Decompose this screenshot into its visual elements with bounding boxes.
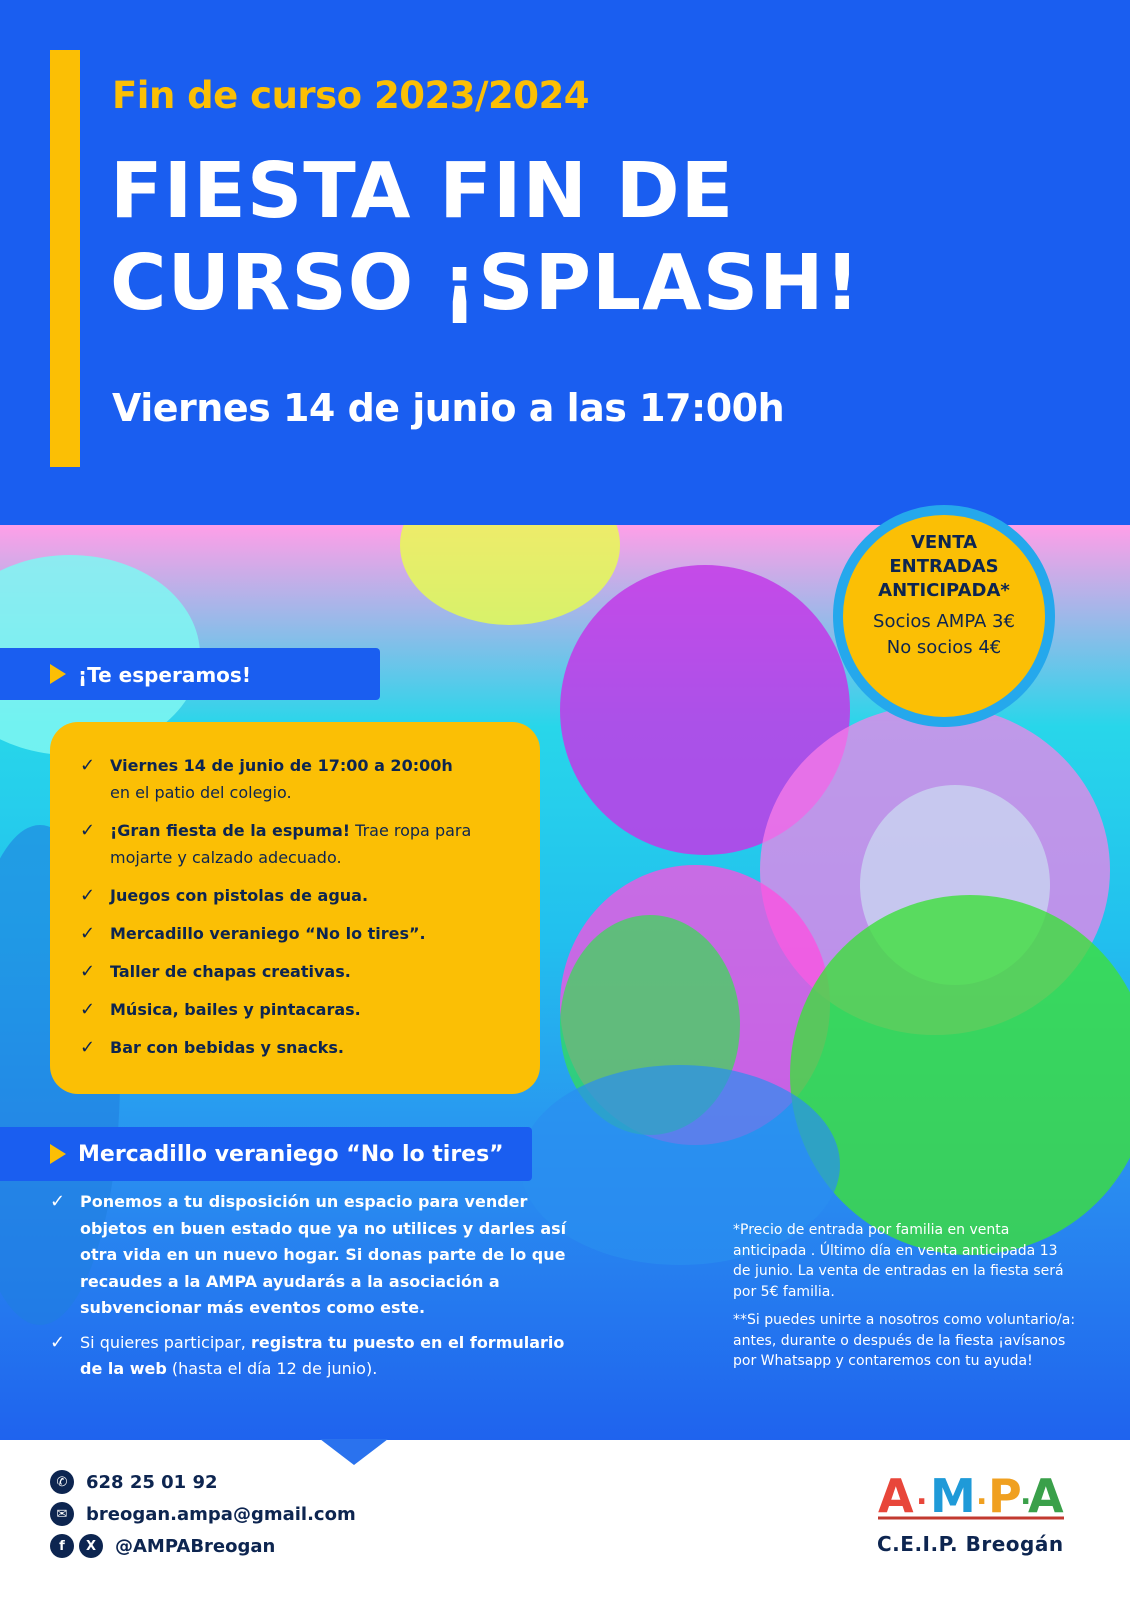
check-icon: ✓	[50, 1331, 66, 1353]
footnotes	[733, 1220, 1078, 1372]
title-line-2: CURSO ¡SPLASH!	[110, 239, 861, 328]
check-icon: ✓	[80, 1037, 96, 1058]
activity-item	[80, 1034, 520, 1061]
ticket-heading-line: ANTICIPADA*	[878, 580, 1010, 601]
play-triangle-icon	[50, 664, 66, 684]
logo-dot: .	[916, 1477, 928, 1512]
mercadillo-text: Ponemos a tu disposición un espacio para vender objetos en buen estado que ya no utilices y darles así otra vida en un nuevo hogar. Si donas parte de lo que recaudes a la AMPA ayudarás a la asociación a subvencionar más eventos como este.	[80, 1192, 567, 1317]
activity-bold: Juegos con pistolas de agua.	[110, 886, 369, 905]
activity-item	[80, 996, 520, 1023]
activity-bold: Viernes 14 de junio de 17:00 a 20:00h	[110, 756, 453, 775]
footnote-price: *Precio de entrada por familia en venta anticipada . Último día en venta anticipada 13 de junio. La venta de entradas en la fiesta será por 5€ familia.	[733, 1222, 1064, 1300]
check-icon: ✓	[80, 755, 96, 776]
check-icon: ✓	[80, 820, 96, 841]
mercadillo-info	[50, 1189, 570, 1391]
email-icon: ✉	[50, 1502, 74, 1526]
activity-bold: Taller de chapas creativas.	[110, 962, 351, 981]
logo-dot: .	[976, 1477, 988, 1512]
activity-text: en el patio del colegio.	[110, 783, 292, 802]
school-name: C.E.I.P. Breogán	[877, 1532, 1064, 1556]
social-handle: @AMPABreogan	[115, 1535, 276, 1557]
activity-item	[80, 752, 520, 806]
logo-dot: .	[1020, 1477, 1032, 1512]
ticket-price-badge	[833, 505, 1055, 727]
activity-text: Trae ropa para mojarte y calzado adecuado.	[110, 821, 472, 867]
logo-letter: P	[988, 1469, 1022, 1523]
play-triangle-icon	[50, 1144, 66, 1164]
check-icon: ✓	[80, 885, 96, 906]
section-label: ¡Te esperamos!	[78, 663, 251, 687]
ticket-heading-line: VENTA	[910, 532, 978, 553]
section-tab-mercadillo	[0, 1127, 532, 1181]
header-banner	[0, 0, 1130, 525]
mercadillo-text: Si quieres participar,	[80, 1332, 246, 1352]
check-icon: ✓	[50, 1191, 66, 1212]
logo-letter: M	[930, 1469, 976, 1523]
whatsapp-icon: ✆	[50, 1470, 74, 1494]
page-title	[110, 146, 861, 330]
event-date: Viernes 14 de junio a las 17:00h	[112, 386, 785, 430]
activity-bold: Bar con bebidas y snacks.	[110, 1038, 344, 1057]
logo-letter: A	[878, 1469, 914, 1523]
check-icon: ✓	[80, 999, 96, 1020]
mercadillo-text: (hasta el día 12 de junio).	[171, 1359, 378, 1378]
mercadillo-item	[50, 1330, 570, 1383]
logo-letter: A	[1028, 1469, 1064, 1523]
photo-blob	[400, 525, 620, 625]
register-link[interactable]: registra tu puesto en el formulario de la web	[80, 1332, 565, 1378]
footer-notch	[320, 1439, 388, 1465]
activity-item	[80, 817, 520, 871]
activity-bold: ¡Gran fiesta de la espuma!	[110, 821, 351, 840]
x-icon[interactable]: X	[79, 1534, 103, 1558]
ticket-prices	[843, 609, 1045, 661]
section-tab-te-esperamos	[0, 648, 380, 700]
photo-blob	[790, 895, 1130, 1255]
mercadillo-item	[50, 1189, 570, 1322]
check-icon: ✓	[80, 961, 96, 982]
title-line-1: FIESTA FIN DE	[110, 147, 735, 236]
activity-bold: Mercadillo veraniego “No lo tires”.	[110, 924, 426, 943]
accent-bar	[50, 50, 80, 467]
ticket-heading	[843, 531, 1045, 603]
section-label: Mercadillo veraniego “No lo tires”	[78, 1142, 504, 1167]
phone-text: 628 25 01 92	[86, 1471, 218, 1493]
check-icon: ✓	[80, 923, 96, 944]
contact-phone[interactable]	[50, 1470, 218, 1494]
email-text: breogan.ampa@gmail.com	[86, 1503, 356, 1525]
activities-box	[50, 722, 540, 1094]
activity-item	[80, 920, 520, 947]
activity-bold: Música, bailes y pintacaras.	[110, 1000, 361, 1019]
footnote-volunteer: **Si puedes unirte a nosotros como voluntario/a: antes, durante o después de la fiesta ¡avísanos por Whatsapp y contaremos con tu ayuda!	[733, 1312, 1076, 1369]
ampa-logo	[876, 1466, 1066, 1524]
facebook-icon[interactable]: f	[50, 1534, 74, 1558]
ticket-heading-line: ENTRADAS	[889, 556, 999, 577]
price-members: Socios AMPA 3€	[873, 611, 1015, 632]
activity-item	[80, 882, 520, 909]
activity-item	[80, 958, 520, 985]
subtitle: Fin de curso 2023/2024	[112, 74, 589, 117]
contact-social[interactable]	[50, 1534, 275, 1558]
price-non-members: No socios 4€	[886, 637, 1002, 658]
contact-email[interactable]	[50, 1502, 356, 1526]
